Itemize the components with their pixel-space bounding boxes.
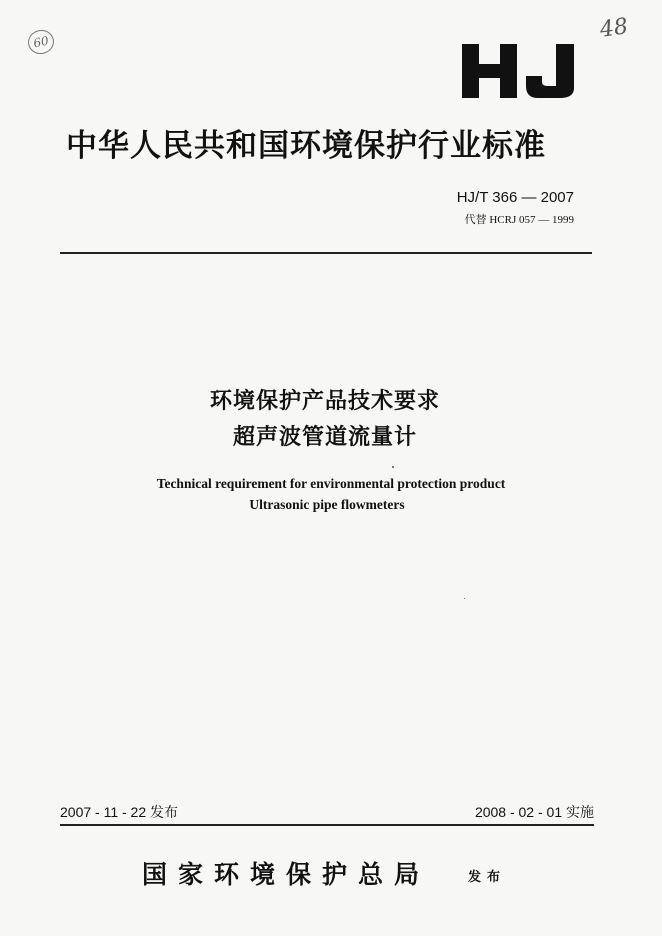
title-english-line1: Technical requirement for environmental protection product bbox=[156, 476, 506, 491]
replaced-standard: 代替 HCRJ 057 — 1999 bbox=[464, 214, 574, 226]
handwritten-page-number: 48 bbox=[598, 14, 630, 43]
bottom-divider bbox=[60, 824, 594, 826]
title-english-line2: Ultrasonic pipe flowmeters bbox=[249, 497, 405, 512]
handwritten-number-text: 60 bbox=[32, 33, 50, 51]
scan-speck bbox=[392, 466, 394, 468]
standard-number: HJ/T 366 — 2007 bbox=[456, 189, 574, 206]
publisher-name: 国家环境保护总局 bbox=[142, 860, 431, 889]
implementation-date: 2008 - 02 - 01 实施 bbox=[474, 804, 594, 820]
top-divider bbox=[60, 252, 592, 254]
issue-date: 2007 - 11 - 22 发布 bbox=[60, 804, 179, 820]
title-chinese-line2: 超声波管道流量计 bbox=[232, 425, 417, 450]
org-title: 中华人民共和国环境保护行业标准 bbox=[66, 128, 546, 164]
publish-label: 发布 bbox=[468, 870, 507, 885]
handwritten-circled-number bbox=[26, 28, 56, 57]
hj-logo bbox=[460, 40, 580, 102]
title-chinese-line1: 环境保护产品技术要求 bbox=[209, 389, 440, 414]
scan-speck bbox=[464, 598, 465, 599]
